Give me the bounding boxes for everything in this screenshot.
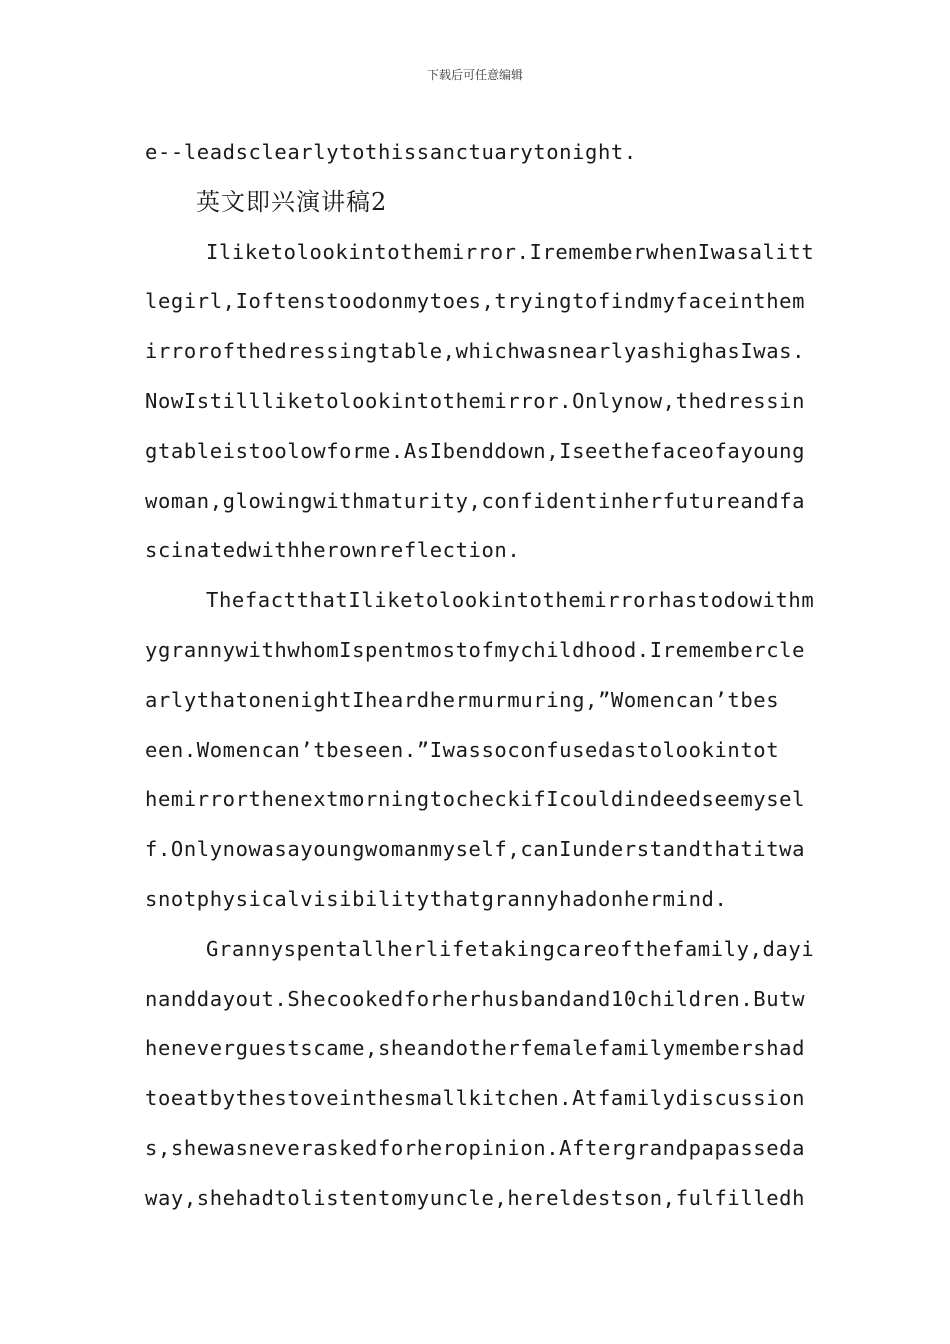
text-line: woman,glowingwithmaturity,confidentinherfutureandfa <box>145 488 806 513</box>
text-line: NowIstillliketolookintothemirror.Onlynow,thedressin <box>145 388 806 413</box>
section-heading: 英文即兴演讲稿2 <box>196 187 388 216</box>
text-line: s,shewasneveraskedforheropinion.Aftergrandpapasseda <box>145 1135 806 1160</box>
document-body <box>145 128 825 1224</box>
text-line: hemirrorthenextmorningtocheckifIcouldindeedseemysel <box>145 787 806 812</box>
text-line: arlythatonenightIheardhermurmuring,”Womencan’tbes <box>145 687 780 712</box>
text-line: scinatedwithherownreflection. <box>145 538 521 563</box>
text-line: heneverguestscame,sheandotherfemalefamilymembershad <box>145 1036 806 1061</box>
text-line: Iliketolookintothemirror.IrememberwhenIwasalitt <box>206 239 815 264</box>
text-line: legirl,Ioftenstoodonmytoes,tryingtofindmyfaceinthem <box>145 289 806 314</box>
text-line: ThefactthatIliketolookintothemirrorhastodowithm <box>206 588 815 613</box>
text-line: gtableistoolowforme.AsIbenddown,Iseethefaceofayoung <box>145 438 806 463</box>
text-line: snotphysicalvisibilitythatgrannyhadonhermind. <box>145 886 728 911</box>
text-line: nanddayout.Shecookedforherhusbandand10children.Butw <box>145 986 806 1011</box>
text-line: Grannyspentallherlifetakingcareofthefamily,dayi <box>206 936 815 961</box>
text-line: toeatbythestoveinthesmallkitchen.Atfamilydiscussion <box>145 1086 806 1111</box>
text-line: f.Onlynowasayoungwomanmyself,canIunderstandthatitwa <box>145 837 806 862</box>
text-line: ygrannywithwhomIspentmostofmychildhood.Irememberclе <box>145 637 806 662</box>
page-header: 下载后可任意编辑 <box>426 68 523 82</box>
text-line: way,shehadtolistentomyuncle,hereldestson,fulfilledh <box>145 1185 806 1210</box>
text-line: een.Womencan’tbeseen.”Iwassoconfusedastolookintot <box>145 737 780 762</box>
text-line: e--leadsclearlytothissanctuarytonight. <box>145 140 637 164</box>
text-line: irrorofthedressingtable,whichwasnearlyashighasIwas. <box>145 339 806 364</box>
